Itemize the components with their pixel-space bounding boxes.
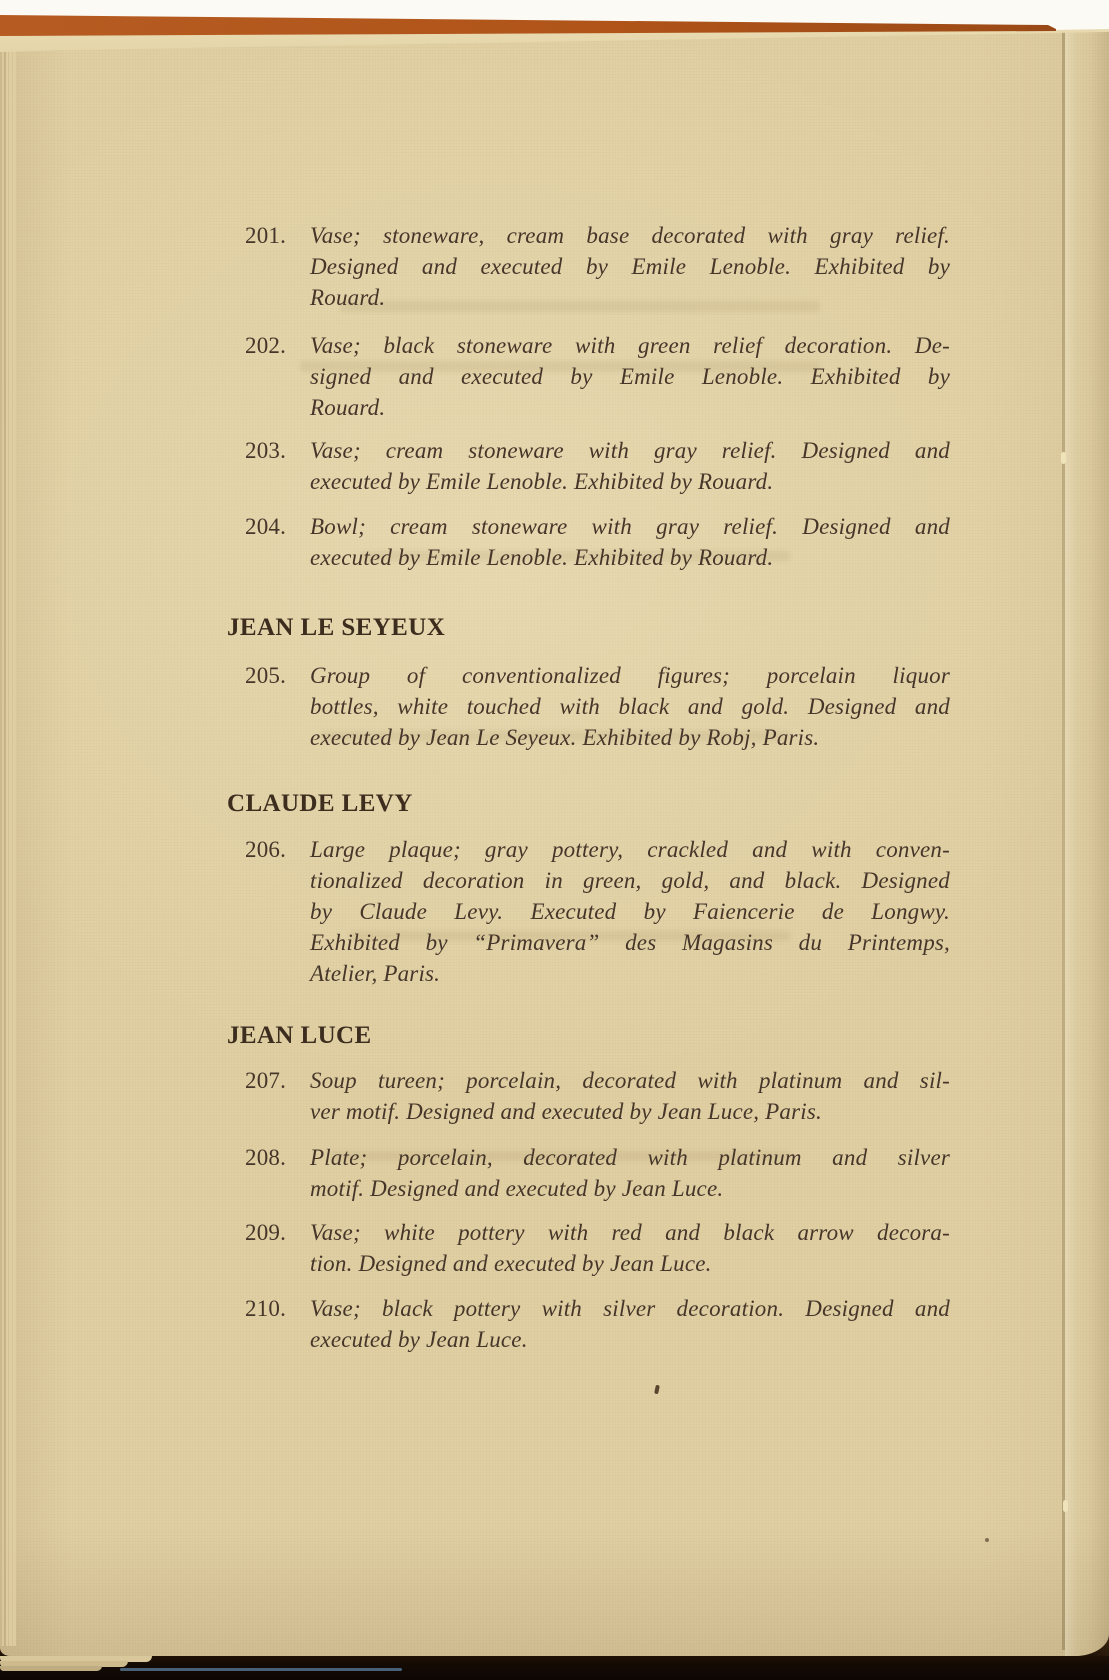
entry-line: executed by Jean Luce. [310, 1327, 528, 1352]
entry-number: 205. [245, 663, 287, 688]
entry-number: 207. [245, 1068, 287, 1093]
entry-line: by Claude Levy. Executed by Faiencerie de Longwy. [310, 899, 950, 924]
entry-line: Atelier, Paris. [310, 961, 441, 986]
entry-number: 210. [245, 1296, 287, 1321]
entry-line: tionalized decoration in green, gold, and black. Designed [310, 868, 950, 893]
entry-line: Vase; black pottery with silver decoration. Designed and [310, 1296, 950, 1321]
entry-number: 206. [245, 837, 287, 862]
entry-line: signed and executed by Emile Lenoble. Exhibited by [310, 364, 950, 389]
entry-line: Vase; white pottery with red and black arrow decora- [310, 1220, 950, 1245]
entry-line: ver motif. Designed and executed by Jean Luce, Paris. [310, 1099, 822, 1124]
ink-speck [985, 1538, 989, 1542]
catalog-entry-208 [245, 1142, 950, 1204]
entry-line: Bowl; cream stoneware with gray relief. Designed and [310, 514, 950, 539]
catalog-entry-209 [245, 1217, 950, 1279]
entry-line: executed by Emile Lenoble. Exhibited by Rouard. [310, 469, 774, 494]
entry-line: Soup tureen; porcelain, decorated with platinum and sil- [310, 1068, 950, 1093]
entry-line: executed by Emile Lenoble. Exhibited by Rouard. [310, 545, 774, 570]
entry-number: 208. [245, 1145, 287, 1170]
entry-number: 204. [245, 514, 287, 539]
entry-number: 203. [245, 438, 287, 463]
entry-line: executed by Jean Le Seyeux. Exhibited by Robj, Paris. [310, 725, 820, 750]
catalog-entry-206 [245, 834, 950, 989]
catalog-entry-201 [245, 220, 950, 313]
section-heading-jean-le-seyeux: JEAN LE SEYEUX [227, 614, 446, 641]
entry-line: Rouard. [310, 285, 386, 310]
entry-line: Plate; porcelain, decorated with platinum and silver [310, 1145, 950, 1170]
entry-line: Vase; stoneware, cream base decorated with gray relief. [310, 223, 950, 248]
section-heading-claude-levy: CLAUDE LEVY [227, 790, 413, 817]
entry-line: Designed and executed by Emile Lenoble. Exhibited by [310, 254, 950, 279]
catalog-entry-203 [245, 435, 950, 497]
catalog-entry-204 [245, 511, 950, 573]
entry-line: bottles, white touched with black and gold. Designed and [310, 694, 950, 719]
catalog-entry-210 [245, 1293, 950, 1355]
catalog-entry-202 [245, 330, 950, 423]
entry-line: Vase; black stoneware with green relief decoration. De- [310, 333, 950, 358]
entry-number: 209. [245, 1220, 287, 1245]
catalog-entry-205 [245, 660, 950, 753]
entry-line: Vase; cream stoneware with gray relief. Designed and [310, 438, 950, 463]
entry-number: 202. [245, 333, 287, 358]
entry-line: Rouard. [310, 395, 386, 420]
entry-line: Large plaque; gray pottery, crackled and with conven- [310, 837, 950, 862]
catalog-entry-207 [245, 1065, 950, 1127]
section-heading-jean-luce: JEAN LUCE [227, 1022, 372, 1049]
entry-line: Group of conventionalized figures; porcelain liquor [310, 663, 950, 688]
entry-number: 201. [245, 223, 287, 248]
entry-line: Exhibited by “Primavera” des Magasins du Printemps, [310, 930, 950, 955]
entry-line: tion. Designed and executed by Jean Luce. [310, 1251, 712, 1276]
entry-line: motif. Designed and executed by Jean Luce. [310, 1176, 724, 1201]
